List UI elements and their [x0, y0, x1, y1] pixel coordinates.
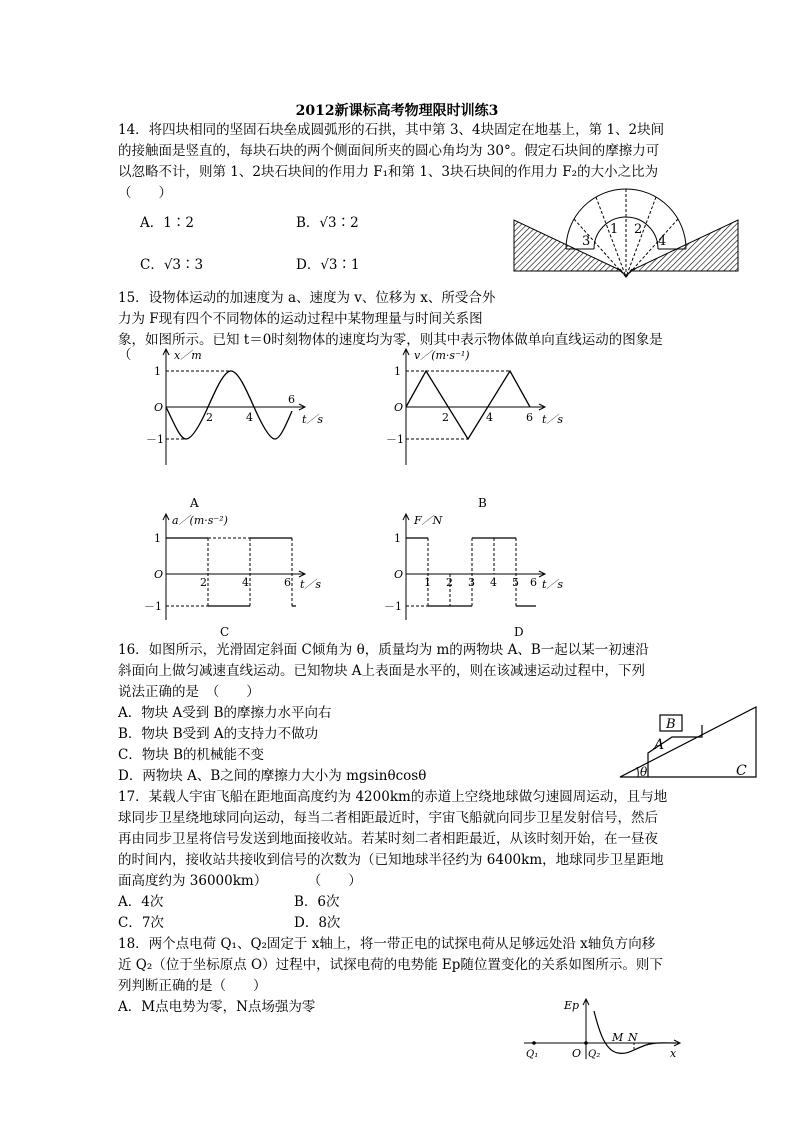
- x-axis-label: x: [670, 1047, 677, 1060]
- q17-line-3: 再由同步卫星将信号发送到地面接收站。若某时刻二者相距最近，从该时刻开始，在一昼夜: [118, 831, 658, 847]
- q16-line-1: 16．如图所示，光滑固定斜面 C倾角为 θ，质量均为 m的两物块 A、B一起以某一初速沿: [118, 642, 649, 658]
- q16-option-b: B．物块 B受到 A的支持力不做功: [118, 726, 319, 742]
- graph-a-ym1: －1: [146, 433, 164, 446]
- q14-option-b: B．√3∶2: [296, 215, 359, 231]
- graph-a-ylabel: x／m: [174, 349, 202, 362]
- arch-label-3: 3: [582, 234, 591, 249]
- q15-line-4: （: [118, 347, 132, 363]
- graph-a-origin: O: [154, 401, 164, 414]
- graph-a-y1: 1: [154, 365, 161, 378]
- q18-line-1: 18．两个点电荷 Q₁、Q₂固定于 x轴上，将一带正电的试探电荷从足够远处沿 x轴负方向移: [118, 936, 656, 952]
- graph-c-tlabel: t／s: [300, 578, 322, 591]
- q14-line-1: 14．将四块相同的坚固石块垒成圆弧形的石拱，其中第 3、4块固定在地基上，第 1、2块间: [118, 122, 665, 138]
- q16-option-c: C．物块 B的机械能不变: [118, 747, 265, 763]
- q18-line-3: 列判断正确的是（ ）: [118, 978, 267, 994]
- q14-option-d: D．√3∶1: [296, 257, 360, 273]
- incline-c-label: C: [736, 763, 747, 779]
- graph-b-ym1: －1: [386, 433, 404, 446]
- q15-line-2: 力为 F现有四个不同物体的运动过程中某物理量与时间关系图: [118, 311, 483, 327]
- graph-d-origin: O: [394, 568, 404, 581]
- ep-axis-label: Ep: [564, 999, 580, 1012]
- graph-d-tick-4: 4: [490, 576, 497, 589]
- q16-option-d: D．两物块 A、B之间的摩擦力大小为 mgsinθcosθ: [118, 768, 427, 784]
- graph-b-y1: 1: [394, 365, 401, 378]
- graph-d-tick-1: 1: [424, 576, 431, 589]
- graph-b-caption: B: [478, 496, 487, 510]
- graph-c-origin: O: [154, 568, 164, 581]
- graph-d-y1: 1: [394, 532, 401, 545]
- theta-label: θ: [640, 765, 648, 779]
- graph-c-ym1: －1: [144, 600, 162, 613]
- q16-line-2: 斜面向上做匀减速直线运动。已知物块 A上表面是水平的，则在该减速运动过程中，下列: [118, 663, 646, 679]
- potential-energy-graph: [520, 995, 690, 1063]
- q2-label: Q₂: [588, 1049, 601, 1060]
- graph-d-ym1: －1: [384, 600, 402, 613]
- stone-arch-figure: [512, 205, 742, 283]
- q17-option-c: C．7次: [118, 915, 164, 931]
- q17-option-d: D．8次: [294, 915, 341, 931]
- q14-line-2: 的接触面是竖直的，每块石块的两个侧面间所夹的圆心角均为 30°。假定石块间的摩擦力可: [118, 143, 660, 159]
- graph-c-y1: 1: [154, 532, 161, 545]
- graph-d-caption: D: [514, 625, 524, 639]
- graph-a: [130, 345, 330, 510]
- graph-b-tick-6: 6: [526, 411, 533, 424]
- block-b-label: B: [666, 717, 676, 732]
- graph-d: [370, 510, 570, 640]
- arch-label-1: 1: [610, 222, 619, 237]
- graph-d-tick-2: 2: [446, 576, 453, 589]
- q17-line-5: 面高度约为 36000km） （ ）: [118, 873, 362, 889]
- q16-option-a: A．物块 A受到 B的摩擦力水平向右: [118, 705, 332, 721]
- graph-b: [370, 345, 570, 510]
- graph-d-tick-5: 5: [512, 576, 519, 589]
- graph-d-tlabel: t／s: [542, 578, 564, 591]
- q17-option-b: B．6次: [294, 894, 340, 910]
- graph-a-caption: A: [190, 496, 199, 510]
- arch-label-2: 2: [634, 222, 643, 237]
- point-m-label: M: [612, 1031, 624, 1044]
- point-n-label: N: [628, 1031, 638, 1044]
- q18-option-a: A．M点电势为零，N点场强为零: [118, 999, 316, 1015]
- graph-c-tick-2: 2: [200, 576, 207, 589]
- q14-option-a: A．1∶2: [140, 215, 194, 231]
- graph-b-tick-2: 2: [442, 411, 449, 424]
- q1-label: Q₁: [526, 1049, 539, 1060]
- q14-option-c: C．√3∶3: [140, 257, 204, 273]
- q17-line-2: 球同步卫星绕地球同向运动，每当二者相距最近时，宇宙飞船就向同步卫星发射信号，然后: [118, 810, 658, 826]
- graph-a-tlabel: t／s: [302, 413, 324, 426]
- page-title: 2012新课标高考物理限时训练3: [295, 103, 499, 119]
- incline-figure: [618, 705, 758, 780]
- origin-label: O: [572, 1047, 582, 1060]
- graph-d-tick-3: 3: [468, 576, 475, 589]
- q17-line-4: 的时间内，接收站共接收到信号的次数为（已知地球半径约为 6400km，地球同步卫星距地: [118, 852, 664, 868]
- q14-line-3: 以忽略不计，则第 1、2块石块间的作用力 F₁和第 1、3块石块间的作用力 F₂的大小之比为: [118, 164, 659, 180]
- graph-a-tick-4: 4: [246, 411, 253, 424]
- block-a-label: A: [654, 737, 665, 753]
- q14-line-4: （ ）: [118, 185, 172, 201]
- graph-b-tlabel: t／s: [542, 413, 564, 426]
- q18-line-2: 近 Q₂（位于坐标原点 O）过程中，试探电荷的电势能 Ep随位置变化的关系如图所示。则下: [118, 957, 663, 973]
- graph-d-ylabel: F／N: [414, 514, 443, 527]
- q17-line-1: 17．某载人宇宙飞船在距地面高度约为 4200km的赤道上空绕地球做匀速圆周运动，且与地: [118, 789, 668, 805]
- q17-option-a: A．4次: [118, 894, 164, 910]
- graph-c-tick-6: 6: [284, 576, 291, 589]
- graph-b-origin: O: [394, 401, 404, 414]
- graph-c: [130, 510, 330, 640]
- q15-line-1: 15．设物体运动的加速度为 a、速度为 v、位移为 x、所受合外: [118, 290, 496, 306]
- graph-a-tick-6: 6: [288, 393, 295, 406]
- graph-c-caption: C: [220, 625, 230, 639]
- graph-b-tick-4: 4: [486, 411, 493, 424]
- q15-line-3: 象，如图所示。已知 t＝0时刻物体的速度均为零，则其中表示物体做单向直线运动的图象是: [118, 332, 663, 348]
- graph-d-tick-6: 6: [530, 576, 537, 589]
- q16-line-3: 说法正确的是 （ ）: [118, 684, 260, 700]
- graph-b-ylabel: v／(m·s⁻¹): [414, 349, 470, 362]
- graph-a-tick-2: 2: [206, 411, 213, 424]
- arch-label-4: 4: [658, 234, 667, 249]
- graph-c-ylabel: a／(m·s⁻²): [172, 514, 228, 527]
- graph-c-tick-4: 4: [242, 576, 249, 589]
